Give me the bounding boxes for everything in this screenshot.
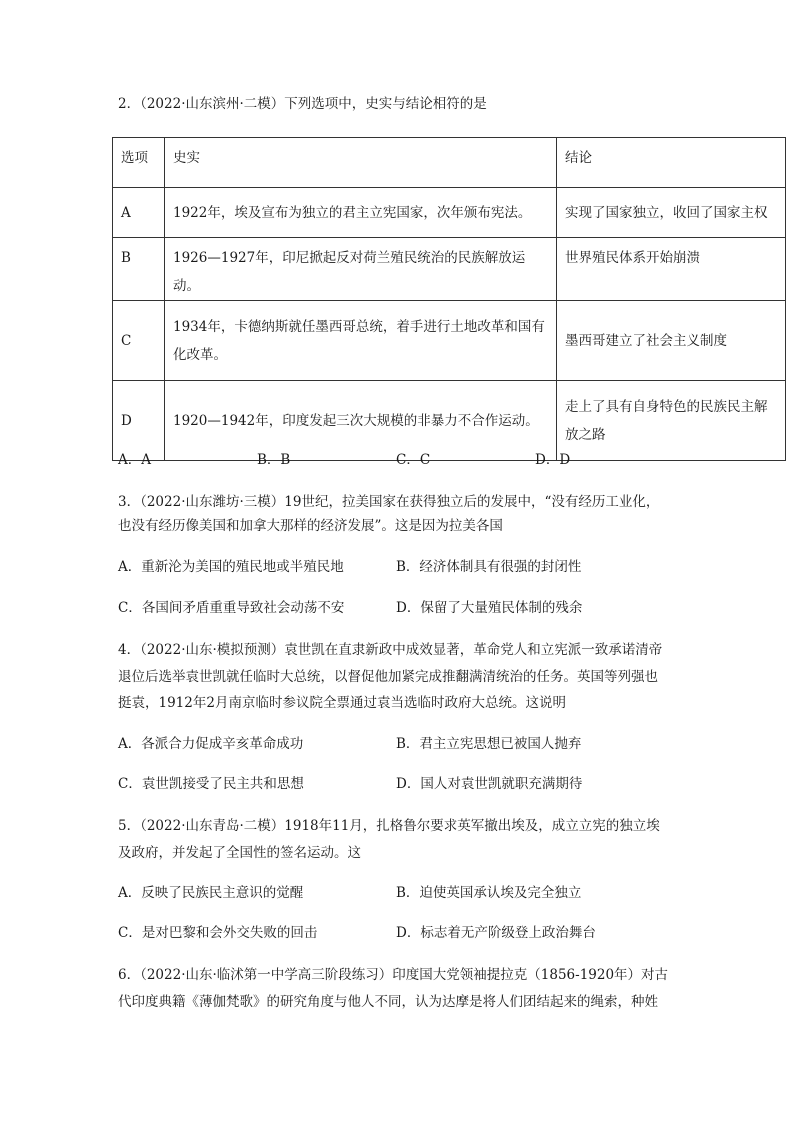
row-d-conclusion-line1: 走上了具有自身特色的民族民主解 xyxy=(565,398,768,415)
row-a-option: A xyxy=(113,188,165,238)
q4-stem-line3: 挺袁，1912年2月南京临时参议院全票通过袁当选临时政府大总统。这说明 xyxy=(118,695,566,711)
q3-option-d[interactable]: D．保留了大量殖民体制的残余 xyxy=(396,600,583,616)
q2-choice-c[interactable]: C．C xyxy=(396,452,431,468)
q6-stem-line2: 代印度典籍《薄伽梵歌》的研究角度与他人不同，认为达摩是将人们团结起来的绳索，种姓 xyxy=(118,994,658,1010)
row-c-option: C xyxy=(113,301,165,381)
q4-stem-line2: 退位后选举袁世凯就任临时大总统，以督促他加紧完成推翻满清统治的任务。英国等列强也 xyxy=(118,669,658,685)
q3-option-a[interactable]: A．重新沦为美国的殖民地或半殖民地 xyxy=(118,559,344,575)
q2-choice-a[interactable]: A．A xyxy=(118,452,151,468)
row-a-fact: 1922年，埃及宣布为独立的君主立宪国家，次年颁布宪法。 xyxy=(165,188,557,238)
header-option: 选项 xyxy=(113,138,165,188)
q2-table xyxy=(112,137,786,461)
q5-stem-line1: 5．（2022·山东青岛·二模）1918年11月，扎格鲁尔要求英军撤出埃及，成立立宪的独立埃 xyxy=(118,818,660,834)
table-row xyxy=(113,381,786,461)
header-conclusion: 结论 xyxy=(557,138,786,188)
table-row xyxy=(113,188,786,238)
row-d-option: D xyxy=(113,381,165,461)
q4-option-d[interactable]: D．国人对袁世凯就职充满期待 xyxy=(396,776,583,792)
q3-stem-line2: 也没有经历像美国和加拿大那样的经济发展”。这是因为拉美各国 xyxy=(118,518,503,534)
row-b-fact: 1926—1927年，印尼掀起反对荷兰殖民统治的民族解放运动。 xyxy=(165,238,557,301)
q5-option-d[interactable]: D．标志着无产阶级登上政治舞台 xyxy=(396,925,596,941)
q4-option-c[interactable]: C．袁世凯接受了民主共和思想 xyxy=(118,776,304,792)
row-c-fact-line1: 1934年，卡德纳斯就任墨西哥总统，着手进行土地改革和国有 xyxy=(173,318,545,335)
q5-option-a[interactable]: A．反映了民族民主意识的觉醒 xyxy=(118,885,304,901)
q4-option-b[interactable]: B．君主立宪思想已被国人抛弃 xyxy=(396,736,582,752)
q5-option-b[interactable]: B．迫使英国承认埃及完全独立 xyxy=(396,885,582,901)
row-a-conclusion: 实现了国家独立，收回了国家主权 xyxy=(557,188,786,238)
row-b-option: B xyxy=(113,238,165,301)
table-row xyxy=(113,238,786,301)
row-c-fact xyxy=(165,301,557,381)
q5-option-c[interactable]: C．是对巴黎和会外交失败的回击 xyxy=(118,925,318,941)
row-c-conclusion: 墨西哥建立了社会主义制度 xyxy=(557,301,786,381)
row-d-conclusion-line2: 放之路 xyxy=(565,426,606,443)
table-header-row xyxy=(113,138,786,188)
q2-stem: 2．（2022·山东滨州·二模）下列选项中，史实与结论相符的是 xyxy=(118,96,487,112)
row-b-conclusion: 世界殖民体系开始崩溃 xyxy=(557,238,786,301)
q2-choice-d[interactable]: D．D xyxy=(535,452,571,468)
row-d-fact: 1920—1942年，印度发起三次大规模的非暴力不合作运动。 xyxy=(165,381,557,461)
header-fact: 史实 xyxy=(165,138,557,188)
q3-option-b[interactable]: B．经济体制具有很强的封闭性 xyxy=(396,559,582,575)
q5-stem-line2: 及政府，并发起了全国性的签名运动。这 xyxy=(118,845,361,861)
row-d-conclusion xyxy=(557,381,786,461)
table-row xyxy=(113,301,786,381)
row-c-fact-line2: 化改革。 xyxy=(173,346,227,363)
q3-option-c[interactable]: C．各国间矛盾重重导致社会动荡不安 xyxy=(118,600,345,616)
q2-choice-b[interactable]: B．B xyxy=(257,452,291,468)
q6-stem-line1: 6．（2022·山东·临沭第一中学高三阶段练习）印度国大党领袖提拉克（1856-1920年）对古 xyxy=(118,967,669,983)
q4-option-a[interactable]: A．各派合力促成辛亥革命成功 xyxy=(118,736,304,752)
q3-stem-line1: 3．（2022·山东潍坊·三模）19世纪，拉美国家在获得独立后的发展中，“没有经历工业化， xyxy=(118,494,660,510)
q4-stem-line1: 4．（2022·山东·模拟预测）袁世凯在直隶新政中成效显著，革命党人和立宪派一致承诺清帝 xyxy=(118,642,663,658)
